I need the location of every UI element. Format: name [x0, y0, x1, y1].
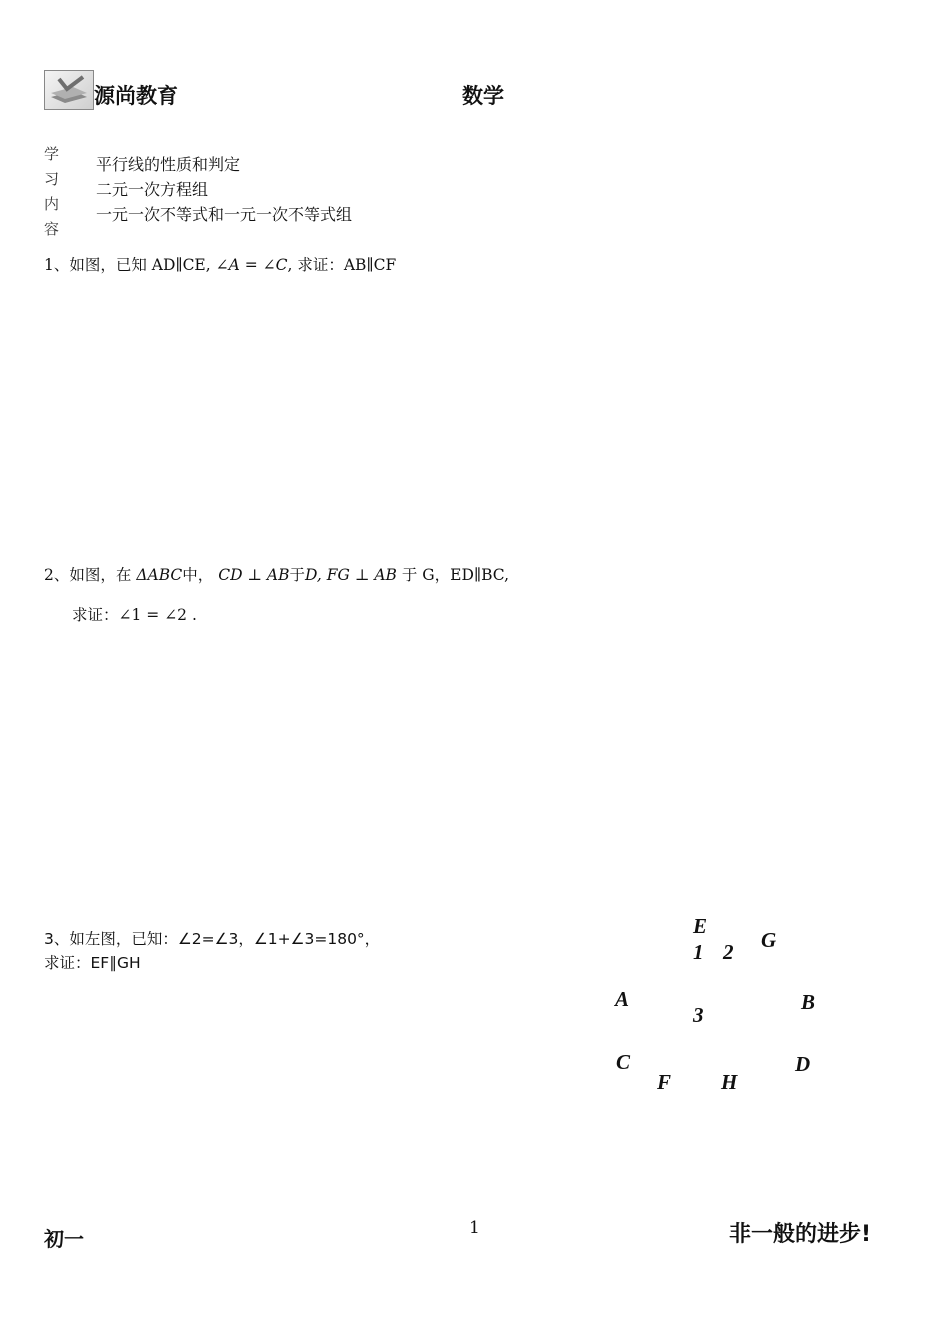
q2-mid2: 于 — [289, 566, 306, 584]
q2-prefix: 2、如图，在 — [44, 566, 132, 584]
q2-triangle: ΔABC — [136, 566, 183, 584]
logo — [44, 70, 94, 110]
question-2 — [44, 564, 509, 586]
figure-label-b: B — [801, 990, 816, 1014]
figure-label-c: C — [616, 1050, 631, 1074]
figure-label-d: D — [795, 1052, 811, 1076]
figure-label-g: G — [761, 928, 777, 952]
footer-grade: 初一 — [44, 1227, 84, 1251]
q2-prove-line: 求证：∠1 = ∠2 . — [72, 606, 197, 624]
side-label-char: 内 — [44, 195, 60, 213]
q2-perp1: CD ⊥ AB — [218, 566, 290, 584]
q2-point-d: D, — [305, 566, 322, 584]
content-item: 一元一次不等式和一元一次不等式组 — [96, 205, 353, 224]
footer-slogan: 非一般的进步! — [729, 1222, 872, 1247]
subject-title: 数学 — [462, 84, 504, 108]
figure-label-angle-1: 1 — [693, 940, 704, 964]
q1-prefix: 1、如图，已知 AD∥CE, — [44, 256, 211, 274]
page-number: 1 — [469, 1218, 480, 1238]
figure-label-a: A — [615, 987, 630, 1011]
side-label-char: 学 — [44, 145, 60, 163]
figure-label-angle-2: 2 — [723, 940, 734, 964]
q1-suffix: , 求证：AB∥CF — [287, 256, 397, 274]
figure-label-angle-3: 3 — [693, 1003, 704, 1027]
learning-content-label — [44, 142, 62, 242]
figure-label-h: H — [721, 1070, 738, 1094]
org-name: 源尚教育 — [94, 84, 178, 108]
q2-suffix: 于 G，ED∥BC, — [401, 566, 509, 584]
q2-mid1: 中， — [182, 566, 214, 584]
side-label-char: 容 — [44, 220, 60, 238]
q3-line-2: 求证：EF∥GH — [44, 954, 141, 972]
book-logo-icon — [45, 71, 93, 109]
q1-angle-equation: ∠A = ∠C — [215, 256, 288, 274]
side-label-char: 习 — [44, 170, 60, 188]
question-1 — [44, 254, 396, 276]
figure-label-f: F — [657, 1070, 672, 1094]
content-item: 平行线的性质和判定 — [96, 155, 241, 174]
figure-label-e: E — [693, 914, 708, 938]
q2-perp2: FG ⊥ AB — [326, 566, 397, 584]
q3-line-1: 3、如左图，已知：∠2=∠3，∠1+∠3=180°， — [44, 930, 381, 948]
content-item: 二元一次方程组 — [96, 180, 209, 199]
